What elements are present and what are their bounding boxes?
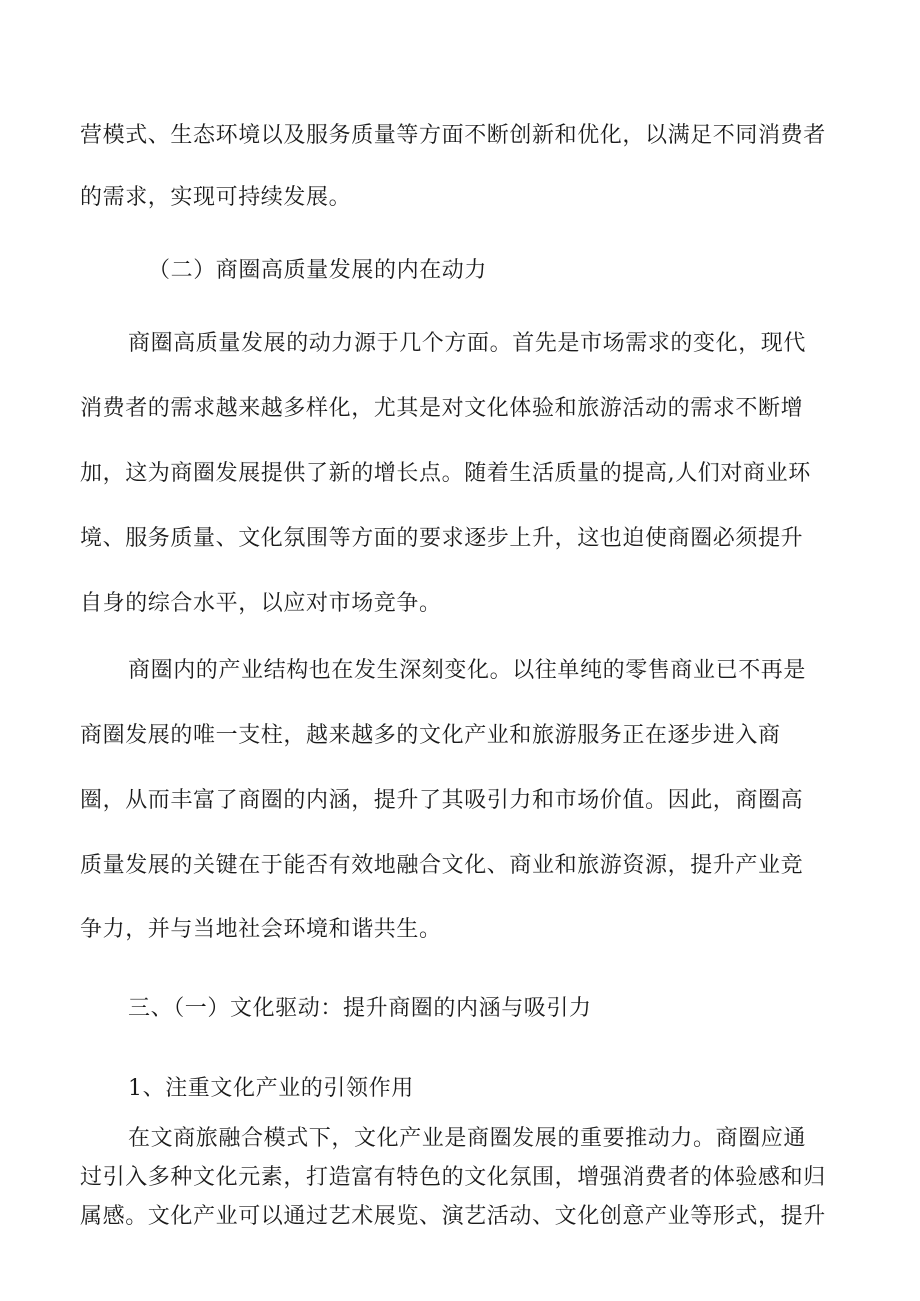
paragraph-motivation-line-5: 自身的综合水平，以应对市场竞争。 bbox=[80, 591, 442, 616]
paragraph-continuation-line-2: 的需求，实现可持续发展。 bbox=[80, 185, 352, 210]
paragraph-industry-line-1: 商圈内的产业结构也在发生深刻变化。以往单纯的零售商业已不再是 bbox=[128, 658, 807, 683]
paragraph-continuation-line-1: 营模式、生态环境以及服务质量等方面不断创新和优化，以满足不同消费者 bbox=[80, 123, 826, 148]
paragraph-culture-line-2: 过引入多种文化元素，打造富有特色的文化氛围，增强消费者的体验感和归 bbox=[80, 1165, 826, 1190]
section-heading-3: 三、（一）文化驱动：提升商圈的内涵与吸引力 bbox=[128, 996, 592, 1021]
paragraph-culture-line-1: 在文商旅融合模式下，文化产业是商圈发展的重要推动力。商圈应通 bbox=[128, 1126, 807, 1151]
paragraph-motivation-line-3: 加，这为商圈发展提供了新的增长点。随着生活质量的提高,人们对商业环 bbox=[80, 461, 811, 486]
paragraph-motivation-line-4: 境、服务质量、文化氛围等方面的要求逐步上升，这也迫使商圈必须提升 bbox=[80, 526, 804, 551]
paragraph-industry-line-4: 质量发展的关键在于能否有效地融合文化、商业和旅游资源，提升产业竞 bbox=[80, 853, 804, 878]
paragraph-culture-line-3: 属感。文化产业可以通过艺术展览、演艺活动、文化创意产业等形式，提升 bbox=[80, 1204, 826, 1229]
section-heading-2: （二）商圈高质量发展的内在动力 bbox=[148, 258, 488, 283]
paragraph-motivation-line-2: 消费者的需求越来越多样化，尤其是对文化体验和旅游活动的需求不断增 bbox=[80, 396, 804, 421]
subheading-1: 1、注重文化产业的引领作用 bbox=[128, 1076, 414, 1101]
paragraph-motivation-line-1: 商圈高质量发展的动力源于几个方面。首先是市场需求的变化，现代 bbox=[128, 331, 807, 356]
paragraph-industry-line-5: 争力，并与当地社会环境和谐共生。 bbox=[80, 917, 442, 942]
paragraph-industry-line-3: 圈，从而丰富了商圈的内涵，提升了其吸引力和市场价值。因此，商圈高 bbox=[80, 788, 804, 813]
paragraph-industry-line-2: 商圈发展的唯一支柱，越来越多的文化产业和旅游服务正在逐步进入商 bbox=[80, 723, 781, 748]
